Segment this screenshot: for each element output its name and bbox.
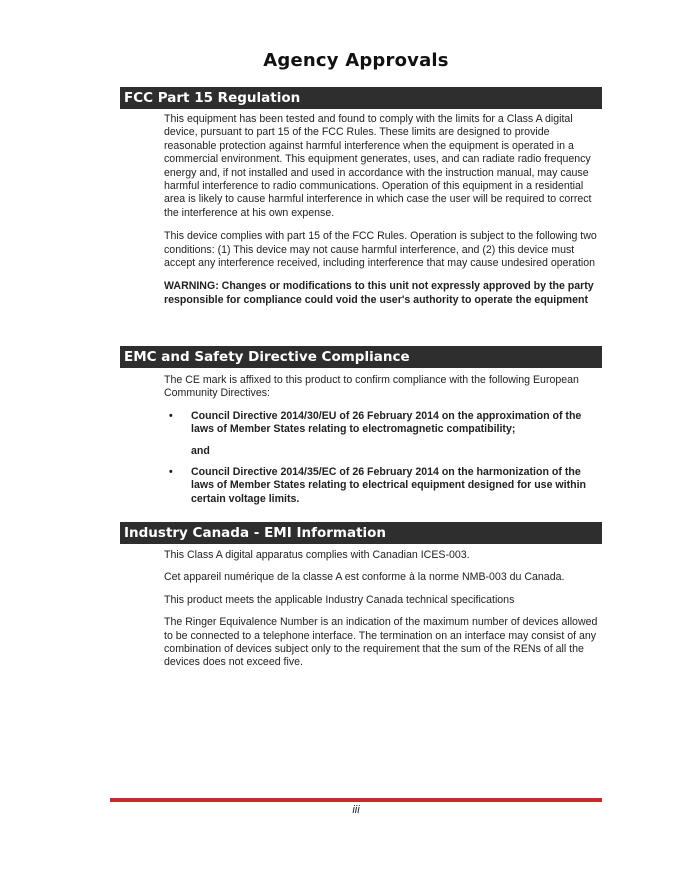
bullet-icon: • (169, 466, 173, 479)
fcc-section-body (164, 113, 604, 315)
emc-section-heading: EMC and Safety Directive Compliance (120, 346, 602, 368)
fcc-paragraph-1: This equipment has been tested and found to comply with the limits for a Class A digital device, pursuant to part 15 of the FCC Rules. These limits are designed to provide reasonable protection against harmful interference when the equipment is operated in a commercial environment. This equipment generates, uses, and can radiate radio frequency energy and, if not installed and used in accordance with the instruction manual, may cause harmful interference to radio communications. Operation of this equipment in a residential area is likely to cause harmful interference in which case the user will be required to correct the interference at his own expense. (164, 113, 592, 219)
page-number: iii (352, 804, 360, 816)
directive-conjunction: and (191, 444, 210, 457)
canada-section-heading: Industry Canada - EMI Information (120, 522, 602, 544)
emc-section-body (164, 374, 604, 514)
canada-line-4: The Ringer Equivalence Number is an indication of the maximum number of devices allowed to be connected to a telephone interface. The termination on an interface may consist of any combination of devices subject only to the requirement that the sum of the RENs of all the devices does not exceed five. (164, 616, 598, 669)
directive-1-text: Council Directive 2014/30/EU of 26 February 2014 on the approximation of the laws of Member States relating to electromagnetic compatibility; (191, 409, 582, 436)
emc-intro: The CE mark is affixed to this product to confirm compliance with the following European Community Directives: (164, 374, 579, 400)
footer-divider (110, 798, 602, 802)
fcc-paragraph-2: This device complies with part 15 of the FCC Rules. Operation is subject to the following two conditions: (1) This device may not cause harmful interference, and (2) this device must accept any interference received, including interference that may cause undesired operation (164, 230, 597, 270)
directive-2-text: Council Directive 2014/35/EC of 26 February 2014 on the harmonization of the laws of Member States relating to electrical equipment designed for use within certain voltage limits. (191, 466, 586, 505)
canada-line-2: Cet appareil numérique de la classe A est conforme à la norme NMB-003 du Canada. (164, 571, 565, 584)
directive-list-item (164, 410, 604, 437)
fcc-section-heading: FCC Part 15 Regulation (120, 87, 602, 109)
page-title: Agency Approvals (263, 50, 449, 71)
directive-list-item (164, 466, 604, 506)
canada-line-1: This Class A digital apparatus complies with Canadian ICES-003. (164, 549, 470, 561)
canada-line-3: This product meets the applicable Industry Canada technical specifications (164, 593, 515, 606)
fcc-warning: WARNING: Changes or modifications to this unit not expressly approved by the party responsible for compliance could void the user's authority to operate the equipment (164, 280, 594, 306)
canada-section-body (164, 549, 604, 678)
bullet-icon: • (169, 409, 173, 422)
